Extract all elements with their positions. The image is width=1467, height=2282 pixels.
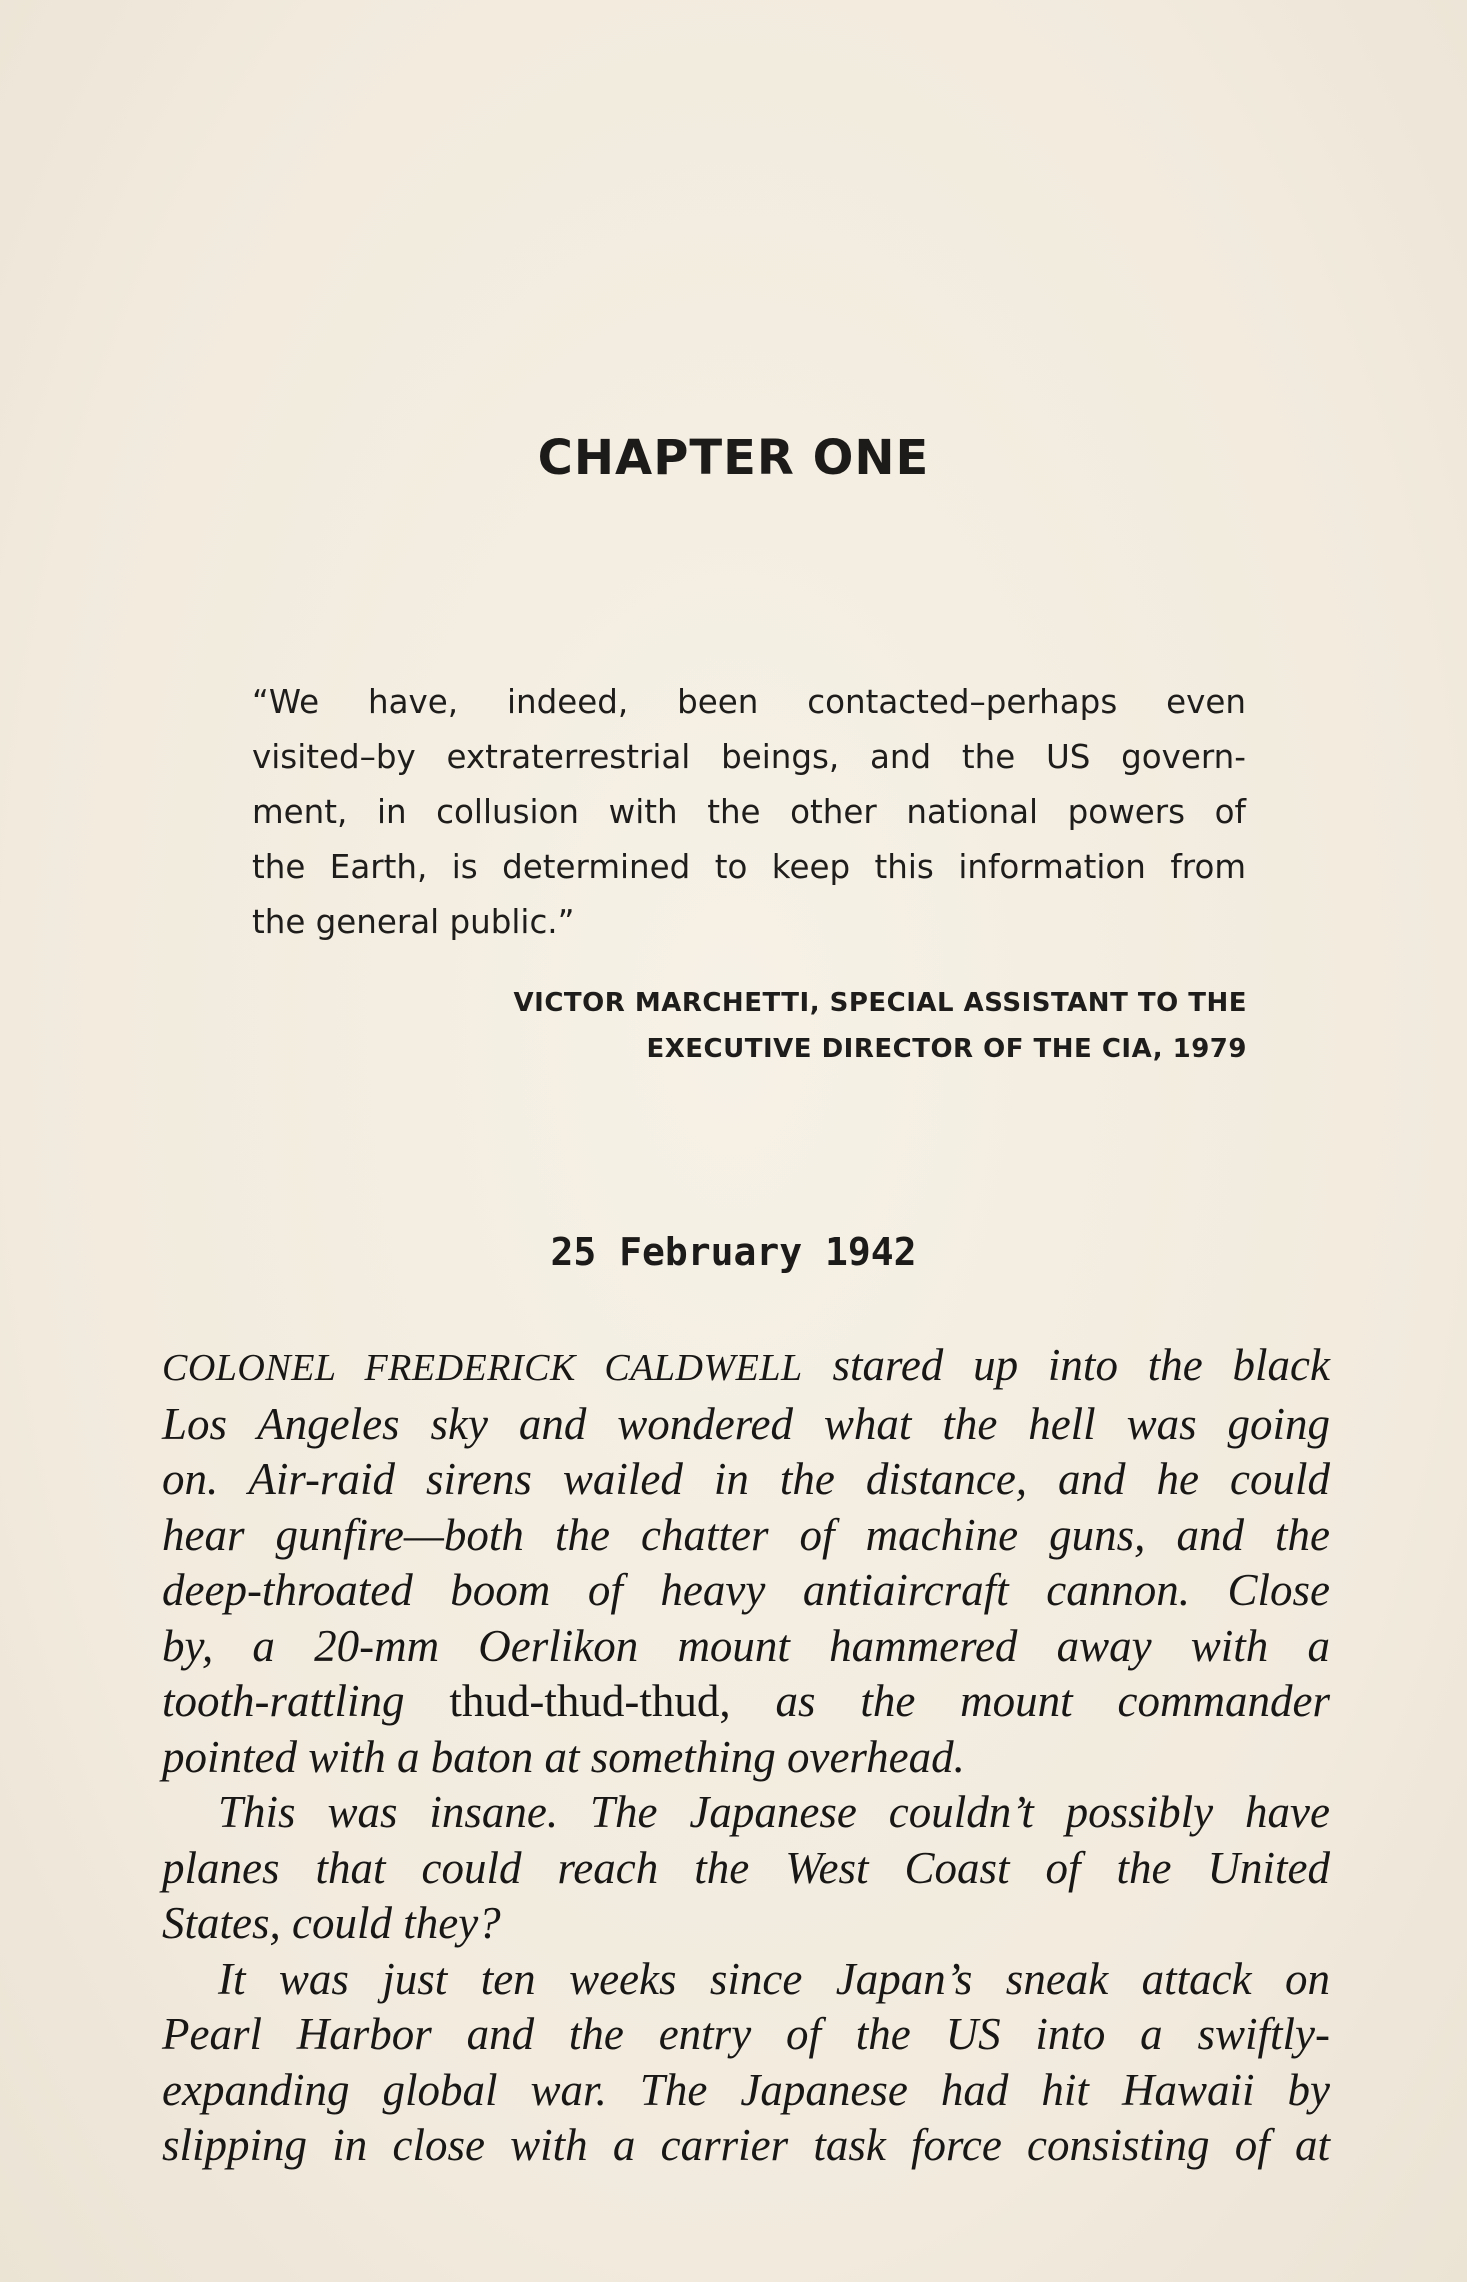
body-line: Los Angeles sky and wondered what the hell was going [162,1398,1330,1449]
attribution-line: VICTOR MARCHETTI, SPECIAL ASSISTANT TO THE [513,988,1247,1018]
body-text-span: as the mount commander [730,1676,1330,1726]
chapter-title: CHAPTER ONE [537,430,930,486]
body-line: deep-throated boom of heavy antiaircraft cannon. Close [162,1565,1330,1615]
body-line: This was insane. The Japanese couldn’t possibly have [218,1787,1330,1837]
epigraph-line: “We have, indeed, been contacted–perhaps even [252,683,1246,721]
body-line: pointed with a baton at something overhead. [162,1731,965,1782]
epigraph-line: visited–by extraterrestrial beings, and the US govern- [252,738,1246,776]
body-line: hear gunfire—both the chatter of machine guns, and the [162,1509,1330,1560]
body-line: by, a 20-mm Oerlikon mount hammered away with a [162,1620,1330,1671]
body-text-span: stared up into the black [802,1340,1331,1390]
body-line [162,1674,1330,1730]
body-line [162,1338,1330,1397]
body-line: Pearl Harbor and the entry of the US into a swiftly- [162,2009,1330,2059]
epigraph-line: ment, in collusion with the other national powers of [252,793,1246,831]
date-heading: 25 February 1942 [550,1230,917,1274]
epigraph-quote [252,675,1246,950]
attribution-line: EXECUTIVE DIRECTOR OF THE CIA, 1979 [646,1034,1247,1064]
epigraph-attribution [347,980,1247,1072]
epigraph-line: the general public.” [252,903,575,941]
body-line: expanding global war. The Japanese had hit Hawaii by [162,2064,1330,2115]
body-line: It was just ten weeks since Japan’s sneak attack on [218,1953,1330,2004]
body-text-span: tooth-rattling [162,1676,450,1726]
onomatopoeia: thud-thud-thud, [449,1676,731,1726]
body-line: States, could they? [162,1898,501,1948]
body-line: planes that could reach the West Coast of the United [162,1842,1330,1893]
body-text [162,1338,1330,2174]
epigraph-line: the Earth, is determined to keep this information from [252,848,1246,886]
character-name: COLONEL FREDERICK CALDWELL [162,1347,803,1389]
body-line: on. Air-raid sirens wailed in the distance, and he could [162,1454,1330,1504]
body-line: slipping in close with a carrier task force consisting of at [162,2120,1330,2170]
